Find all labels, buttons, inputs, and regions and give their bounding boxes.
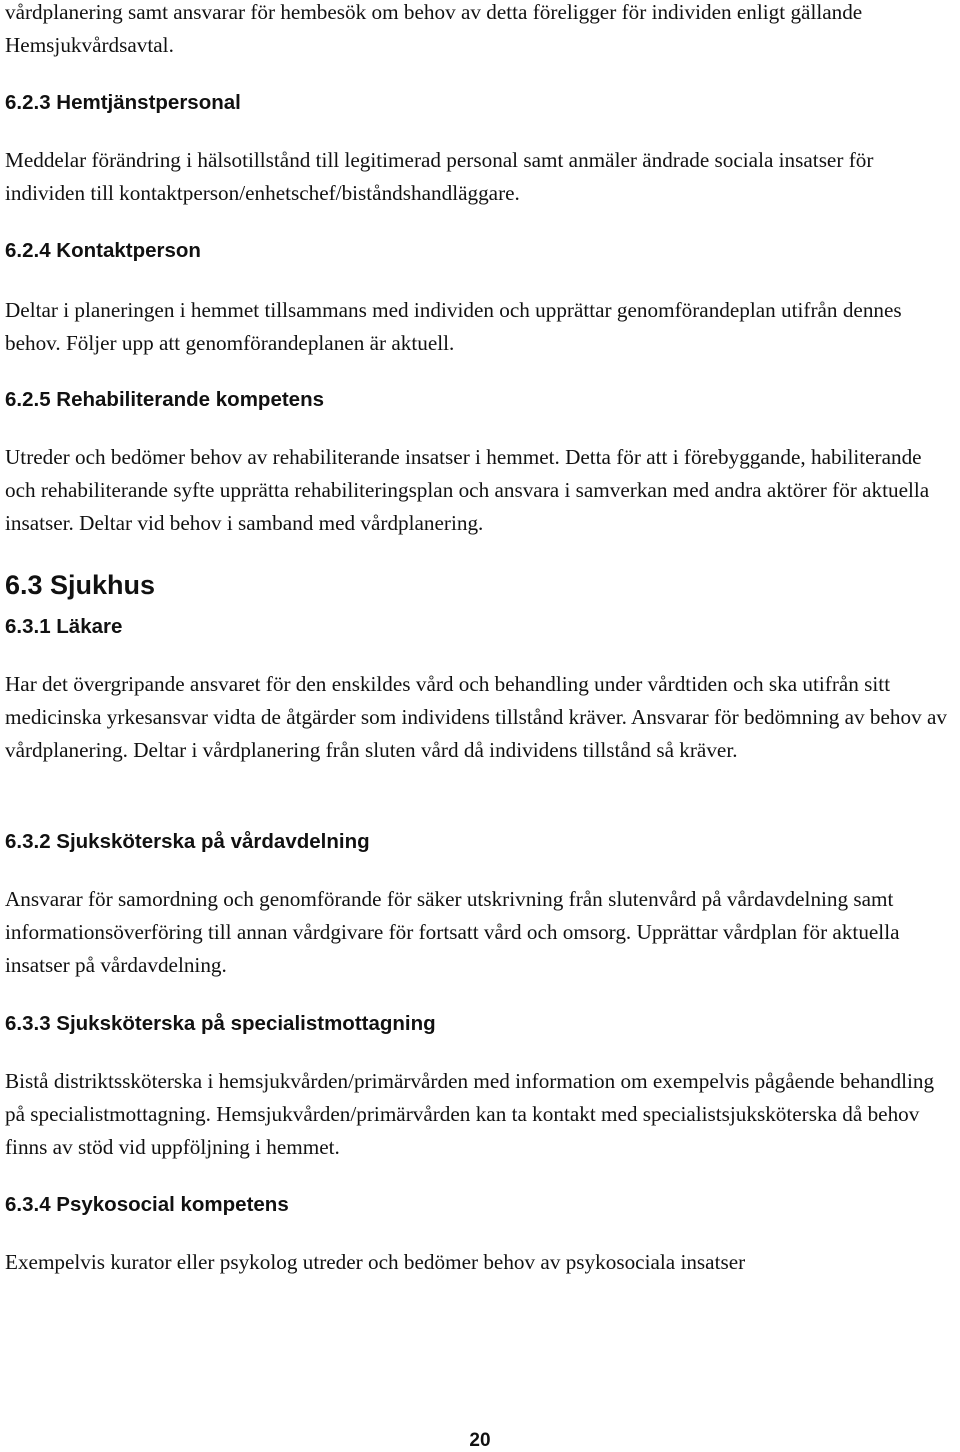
heading-6-2-4: 6.2.4 Kontaktperson [5,239,201,262]
heading-6-3-2: 6.3.2 Sjuksköterska på vårdavdelning [5,830,370,853]
paragraph-kontaktperson: Deltar i planeringen i hemmet tillsammans med individen och upprättar genomförandeplan utifrån dennes behov. Följer upp att genomförandeplanen är aktuell. [5,298,902,355]
heading-6-3-1: 6.3.1 Läkare [5,615,123,638]
paragraph-hembesok: vårdplanering samt ansvarar för hembesök om behov av detta föreligger för individen enligt gällande Hemsjukvårdsavtal. [5,0,863,57]
paragraph-vardavdelning: Ansvarar för samordning och genomförande för säker utskrivning från slutenvård på vårdavdelning samt informationsöverföring till annan vårdgivare för fortsatt vård och omsorg. Upprättar vårdplan för aktuella insatser på vårdavdelning. [5,887,900,977]
paragraph-psykosocial: Exempelvis kurator eller psykolog utreder och bedömer behov av psykosociala insatser [5,1250,746,1274]
heading-6-3-3: 6.3.3 Sjuksköterska på specialistmottagning [5,1012,436,1035]
paragraph-specialistmottagning: Bistå distriktssköterska i hemsjukvården/primärvården med information om exempelvis pågående behandling på specialistmottagning. Hemsjukvården/primärvården kan ta kontakt med specialistsjuksköterska då behov finns av stöd vid uppföljning i hemmet. [5,1069,935,1159]
section-6-3-sjukhus: 6.3 Sjukhus [5,570,156,600]
page-number: 20 [469,1430,491,1451]
paragraph-lakare: Har det övergripande ansvaret för den enskildes vård och behandling under vårdtiden och ska utifrån sitt medicinska yrkesansvar vidta de åtgärder som individens tillstånd kräver. Ansvarar för bedömning av behov av vårdplanering. Deltar i vårdplanering från sluten vård då individens tillstånd så kräver. [5,672,947,762]
heading-6-2-3: 6.2.3 Hemtjänstpersonal [5,91,241,114]
heading-6-2-5: 6.2.5 Rehabiliterande kompetens [5,388,325,411]
paragraph-rehabiliterande: Utreder och bedömer behov av rehabiliterande insatser i hemmet. Detta för att i förebyggande, habiliterande och rehabiliterande syfte upprätta rehabiliteringsplan och ansvara i samverkan med andra aktörer för aktuella insatser. Deltar vid behov i samband med vårdplanering. [5,445,930,535]
paragraph-hemtjanstpersonal: Meddelar förändring i hälsotillstånd till legitimerad personal samt anmäler ändrade sociala insatser för individen till kontaktperson/enhetschef/biståndshandläggare. [5,148,874,205]
heading-6-3-4: 6.3.4 Psykosocial kompetens [5,1193,289,1216]
